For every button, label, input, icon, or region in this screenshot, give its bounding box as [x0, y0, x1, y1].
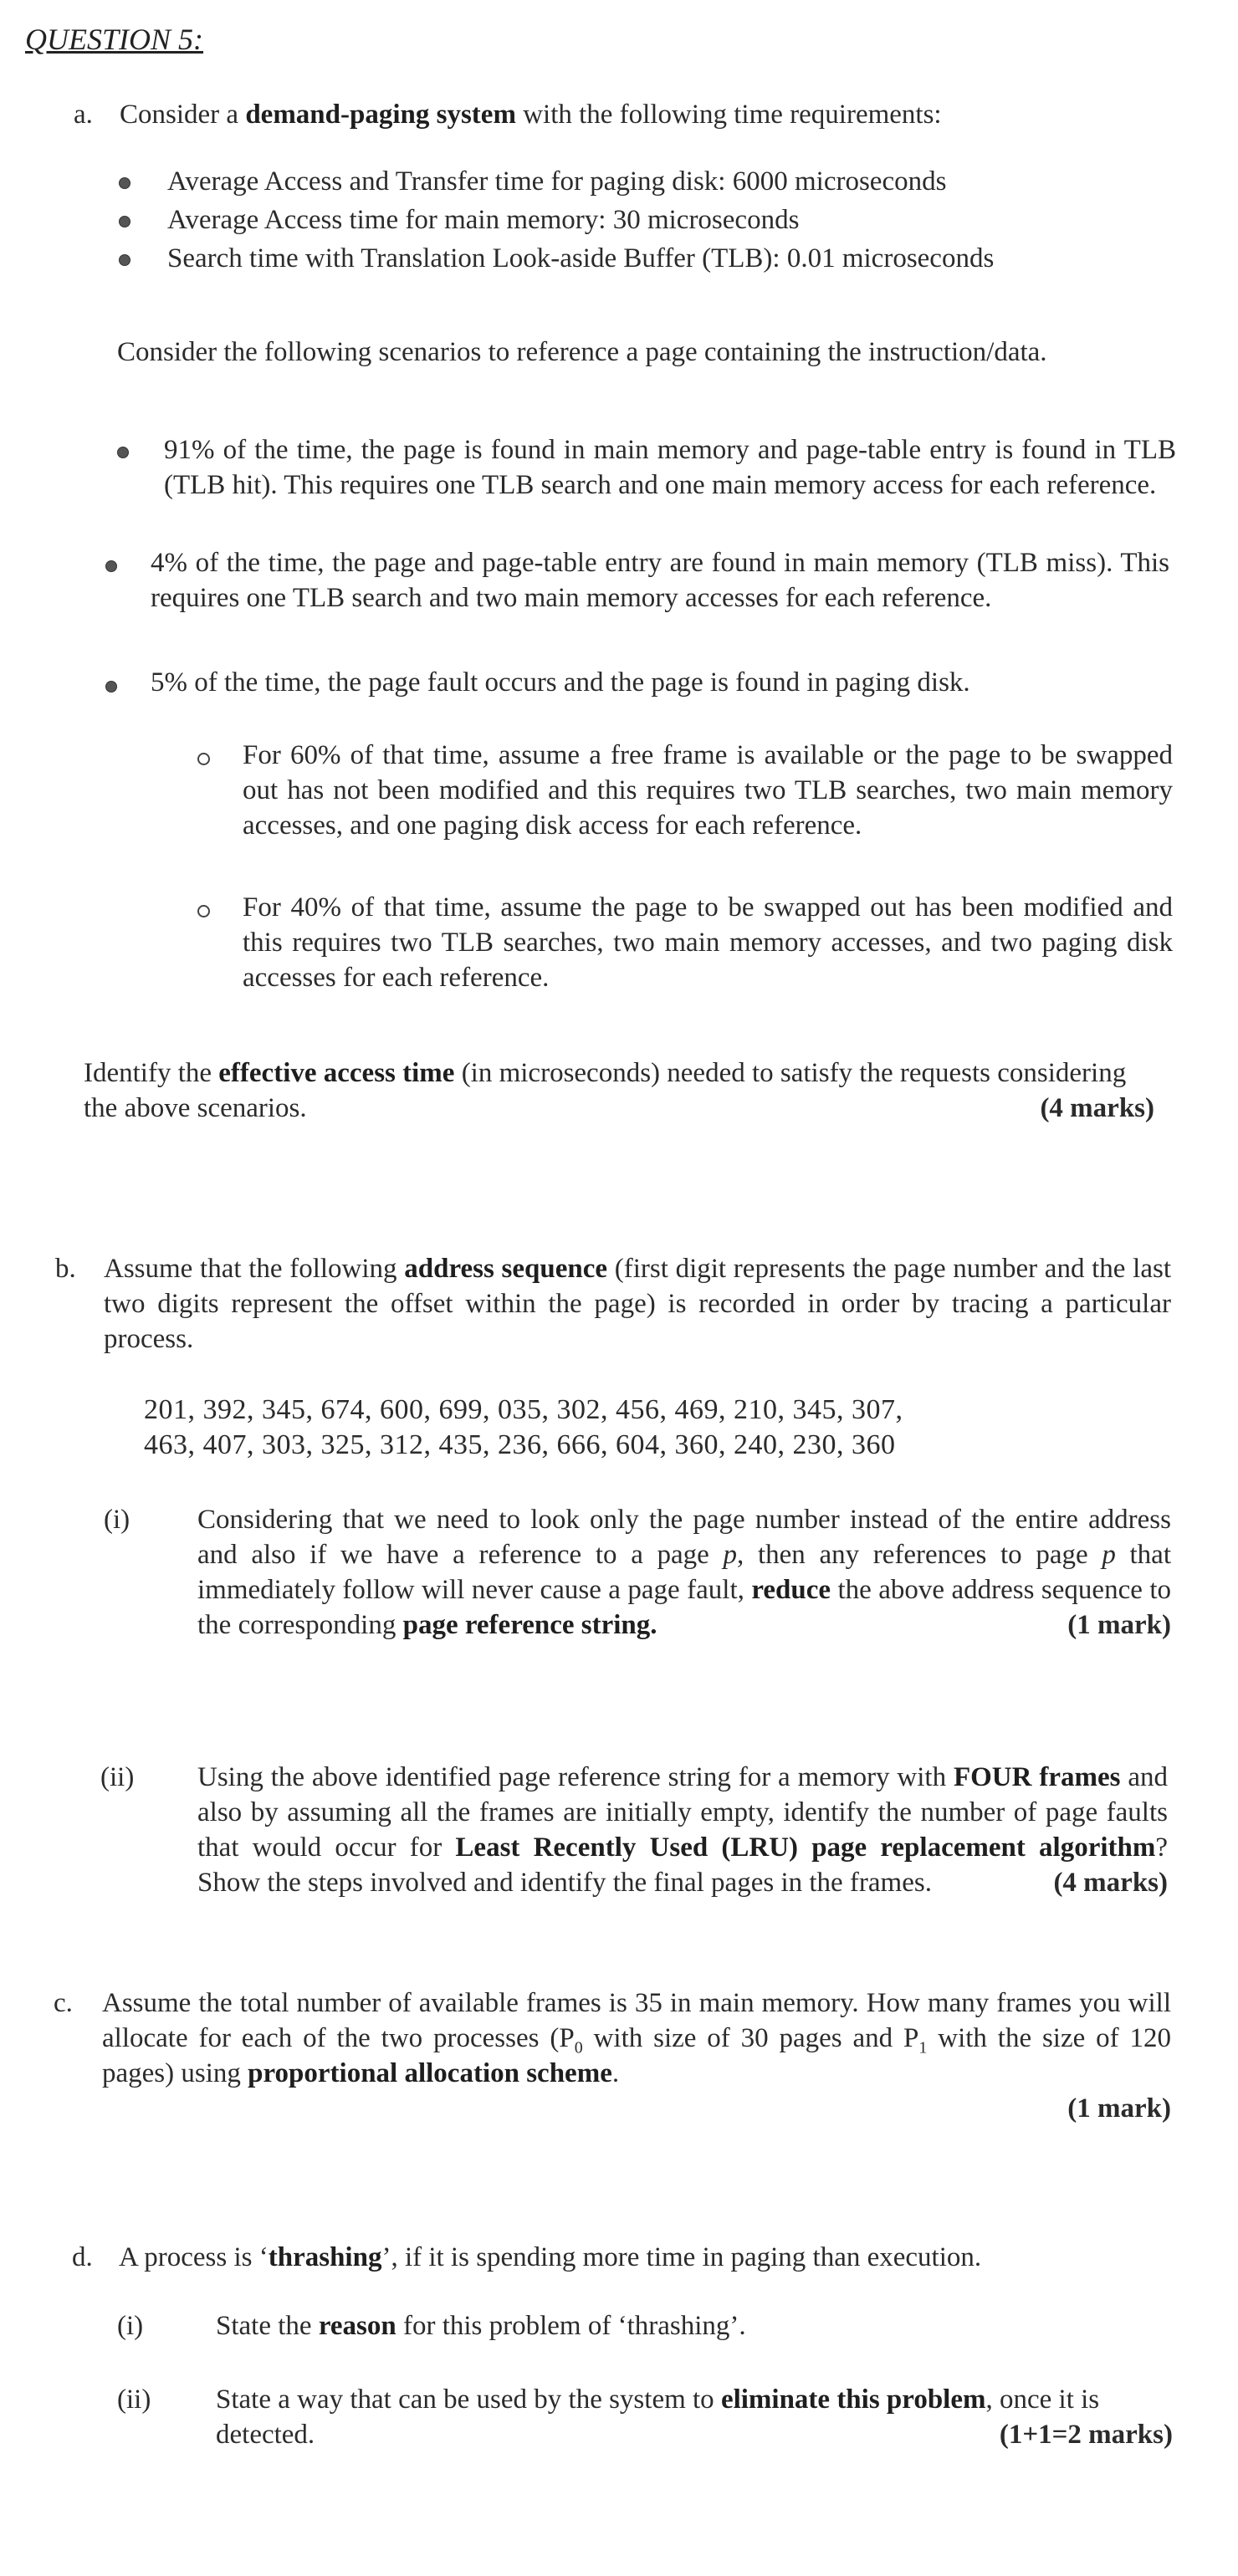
text: ? Show the steps involved and identify the final pages in the frames.	[197, 1832, 1168, 1898]
text: , then any references to page	[737, 1540, 1102, 1570]
part-c-text	[102, 1986, 1171, 2091]
address-sequence-line-2: 463, 407, 303, 325, 312, 435, 236, 666, 604, 360, 240, 230, 360	[144, 1429, 896, 1460]
text: with the size of 120 pages) using	[102, 2023, 1171, 2088]
question-title: QUESTION 5:	[25, 23, 203, 56]
part-d-text	[119, 2240, 1189, 2275]
question-text: Identify the	[84, 1058, 219, 1088]
text: the above address sequence to the corresponding	[197, 1575, 1171, 1640]
part-b-sub-ii	[197, 1760, 1168, 1900]
address-sequence-line-1: 201, 392, 345, 674, 600, 699, 035, 302, 456, 469, 210, 345, 307,	[144, 1394, 903, 1425]
sub-scenario-item: For 40% of that time, assume the page to be swapped out has been modified and this requires two TLB searches, two main memory accesses, and two paging disk accesses for each reference.	[243, 892, 1173, 993]
requirement-item: Search time with Translation Look-aside Buffer (TLB): 0.01 microseconds	[167, 243, 995, 273]
part-a-intro	[120, 97, 1207, 132]
text: .	[611, 2058, 620, 2088]
scenario-item: 91% of the time, the page is found in main memory and page-table entry is found in TLB (TLB hit). This requires one TLB search and one main memory access for each reference.	[164, 435, 1176, 500]
part-a-question	[84, 1055, 1154, 1126]
bold-text: FOUR frames	[953, 1762, 1121, 1792]
bullet-icon	[119, 216, 130, 227]
bullet-icon	[119, 254, 130, 266]
intro-text-post: with the following time requirements:	[515, 100, 942, 130]
part-b-intro	[104, 1251, 1171, 1357]
intro-text: Consider a	[120, 100, 246, 130]
intro-text: Assume that the following	[104, 1254, 405, 1284]
part-d-label: d.	[72, 2242, 93, 2272]
bold-text: proportional allocation scheme	[248, 2058, 612, 2088]
italic-p: p	[723, 1540, 738, 1570]
part-a-label: a.	[74, 100, 93, 130]
text: and also by assuming all the frames are initially empty, identify the number of page faults that would occur for	[197, 1762, 1168, 1863]
marks-label: (1+1=2 marks)	[999, 2420, 1173, 2450]
circle-bullet-icon	[197, 753, 210, 765]
text: State the	[216, 2311, 319, 2341]
text: Assume the total number of available frames is 35 in main memory. How many frames you will allocate for each of the two processes (P	[102, 1988, 1171, 2053]
marks-label: (4 marks)	[1040, 1093, 1154, 1123]
italic-p: p	[1102, 1540, 1116, 1570]
bold-text: thrashing	[268, 2242, 382, 2272]
marks-label: (4 marks)	[1053, 1868, 1168, 1898]
sub-ii-label: (ii)	[100, 1762, 135, 1792]
sub-scenario-item: For 60% of that time, assume a free frame is available or the page to be swapped out has not been modified and this requires two TLB searches, two main memory accesses, and one paging disk access for each reference.	[243, 740, 1173, 841]
sub-i-label: (i)	[104, 1505, 130, 1535]
part-c-label: c.	[54, 1988, 73, 2018]
requirement-item: Average Access and Transfer time for paging disk: 6000 microseconds	[167, 166, 947, 197]
text: ’, if it is spending more time in paging than execution.	[381, 2242, 982, 2272]
bold-text: reason	[318, 2311, 396, 2341]
bullet-icon	[119, 177, 130, 189]
subscript: 1	[918, 2038, 928, 2057]
circle-bullet-icon	[197, 905, 210, 917]
scenarios-intro: Consider the following scenarios to reference a page containing the instruction/data.	[117, 337, 1047, 367]
bold-text: Least Recently Used (LRU) page replacement algorithm	[455, 1832, 1156, 1863]
intro-bold: address sequence	[404, 1254, 608, 1284]
question-text-post: (in microseconds) needed to satisfy the requests considering the above scenarios.	[84, 1058, 1127, 1123]
bold-text: page reference string.	[402, 1610, 657, 1640]
question-bold: effective access time	[218, 1058, 455, 1088]
part-b-label: b.	[55, 1254, 76, 1284]
subscript: 0	[574, 2038, 583, 2057]
bold-text: reduce	[751, 1575, 831, 1605]
part-d-sub-i	[216, 2308, 1178, 2343]
text: for this problem of ‘thrashing’.	[396, 2311, 746, 2341]
text: , once it is detected.	[216, 2384, 1100, 2450]
intro-text-post: (first digit represents the page number and the last two digits represent the offset within the page) is recorded in order by tracing a particular process.	[104, 1254, 1171, 1354]
bold-text: eliminate this problem	[720, 2384, 986, 2415]
bullet-icon	[117, 447, 129, 458]
text: Using the above identified page reference string for a memory with	[197, 1762, 954, 1792]
marks-label: (1 mark)	[1067, 2093, 1171, 2124]
bullet-icon	[105, 560, 117, 572]
sub-i-label: (i)	[117, 2311, 144, 2341]
part-d-sub-ii	[216, 2382, 1173, 2452]
marks-label: (1 mark)	[1067, 1610, 1171, 1640]
scenario-item: 4% of the time, the page and page-table entry are found in main memory (TLB miss). This requires one TLB search and two main memory accesses for each reference.	[151, 548, 1169, 613]
scenario-item: 5% of the time, the page fault occurs and the page is found in paging disk.	[151, 667, 970, 698]
intro-bold: demand-paging system	[245, 100, 516, 130]
text: Considering that we need to look only the page number instead of the entire address and also if we have a reference to a page	[197, 1505, 1171, 1570]
sub-ii-label: (ii)	[117, 2384, 151, 2415]
text: State a way that can be used by the system to	[216, 2384, 721, 2415]
text: with size of 30 pages and P	[582, 2023, 919, 2053]
part-b-sub-i	[197, 1502, 1171, 1643]
bullet-icon	[105, 681, 117, 693]
requirement-item: Average Access time for main memory: 30 microseconds	[167, 205, 800, 235]
text: that immediately follow will never cause a page fault,	[197, 1540, 1171, 1605]
text: A process is ‘	[119, 2242, 269, 2272]
